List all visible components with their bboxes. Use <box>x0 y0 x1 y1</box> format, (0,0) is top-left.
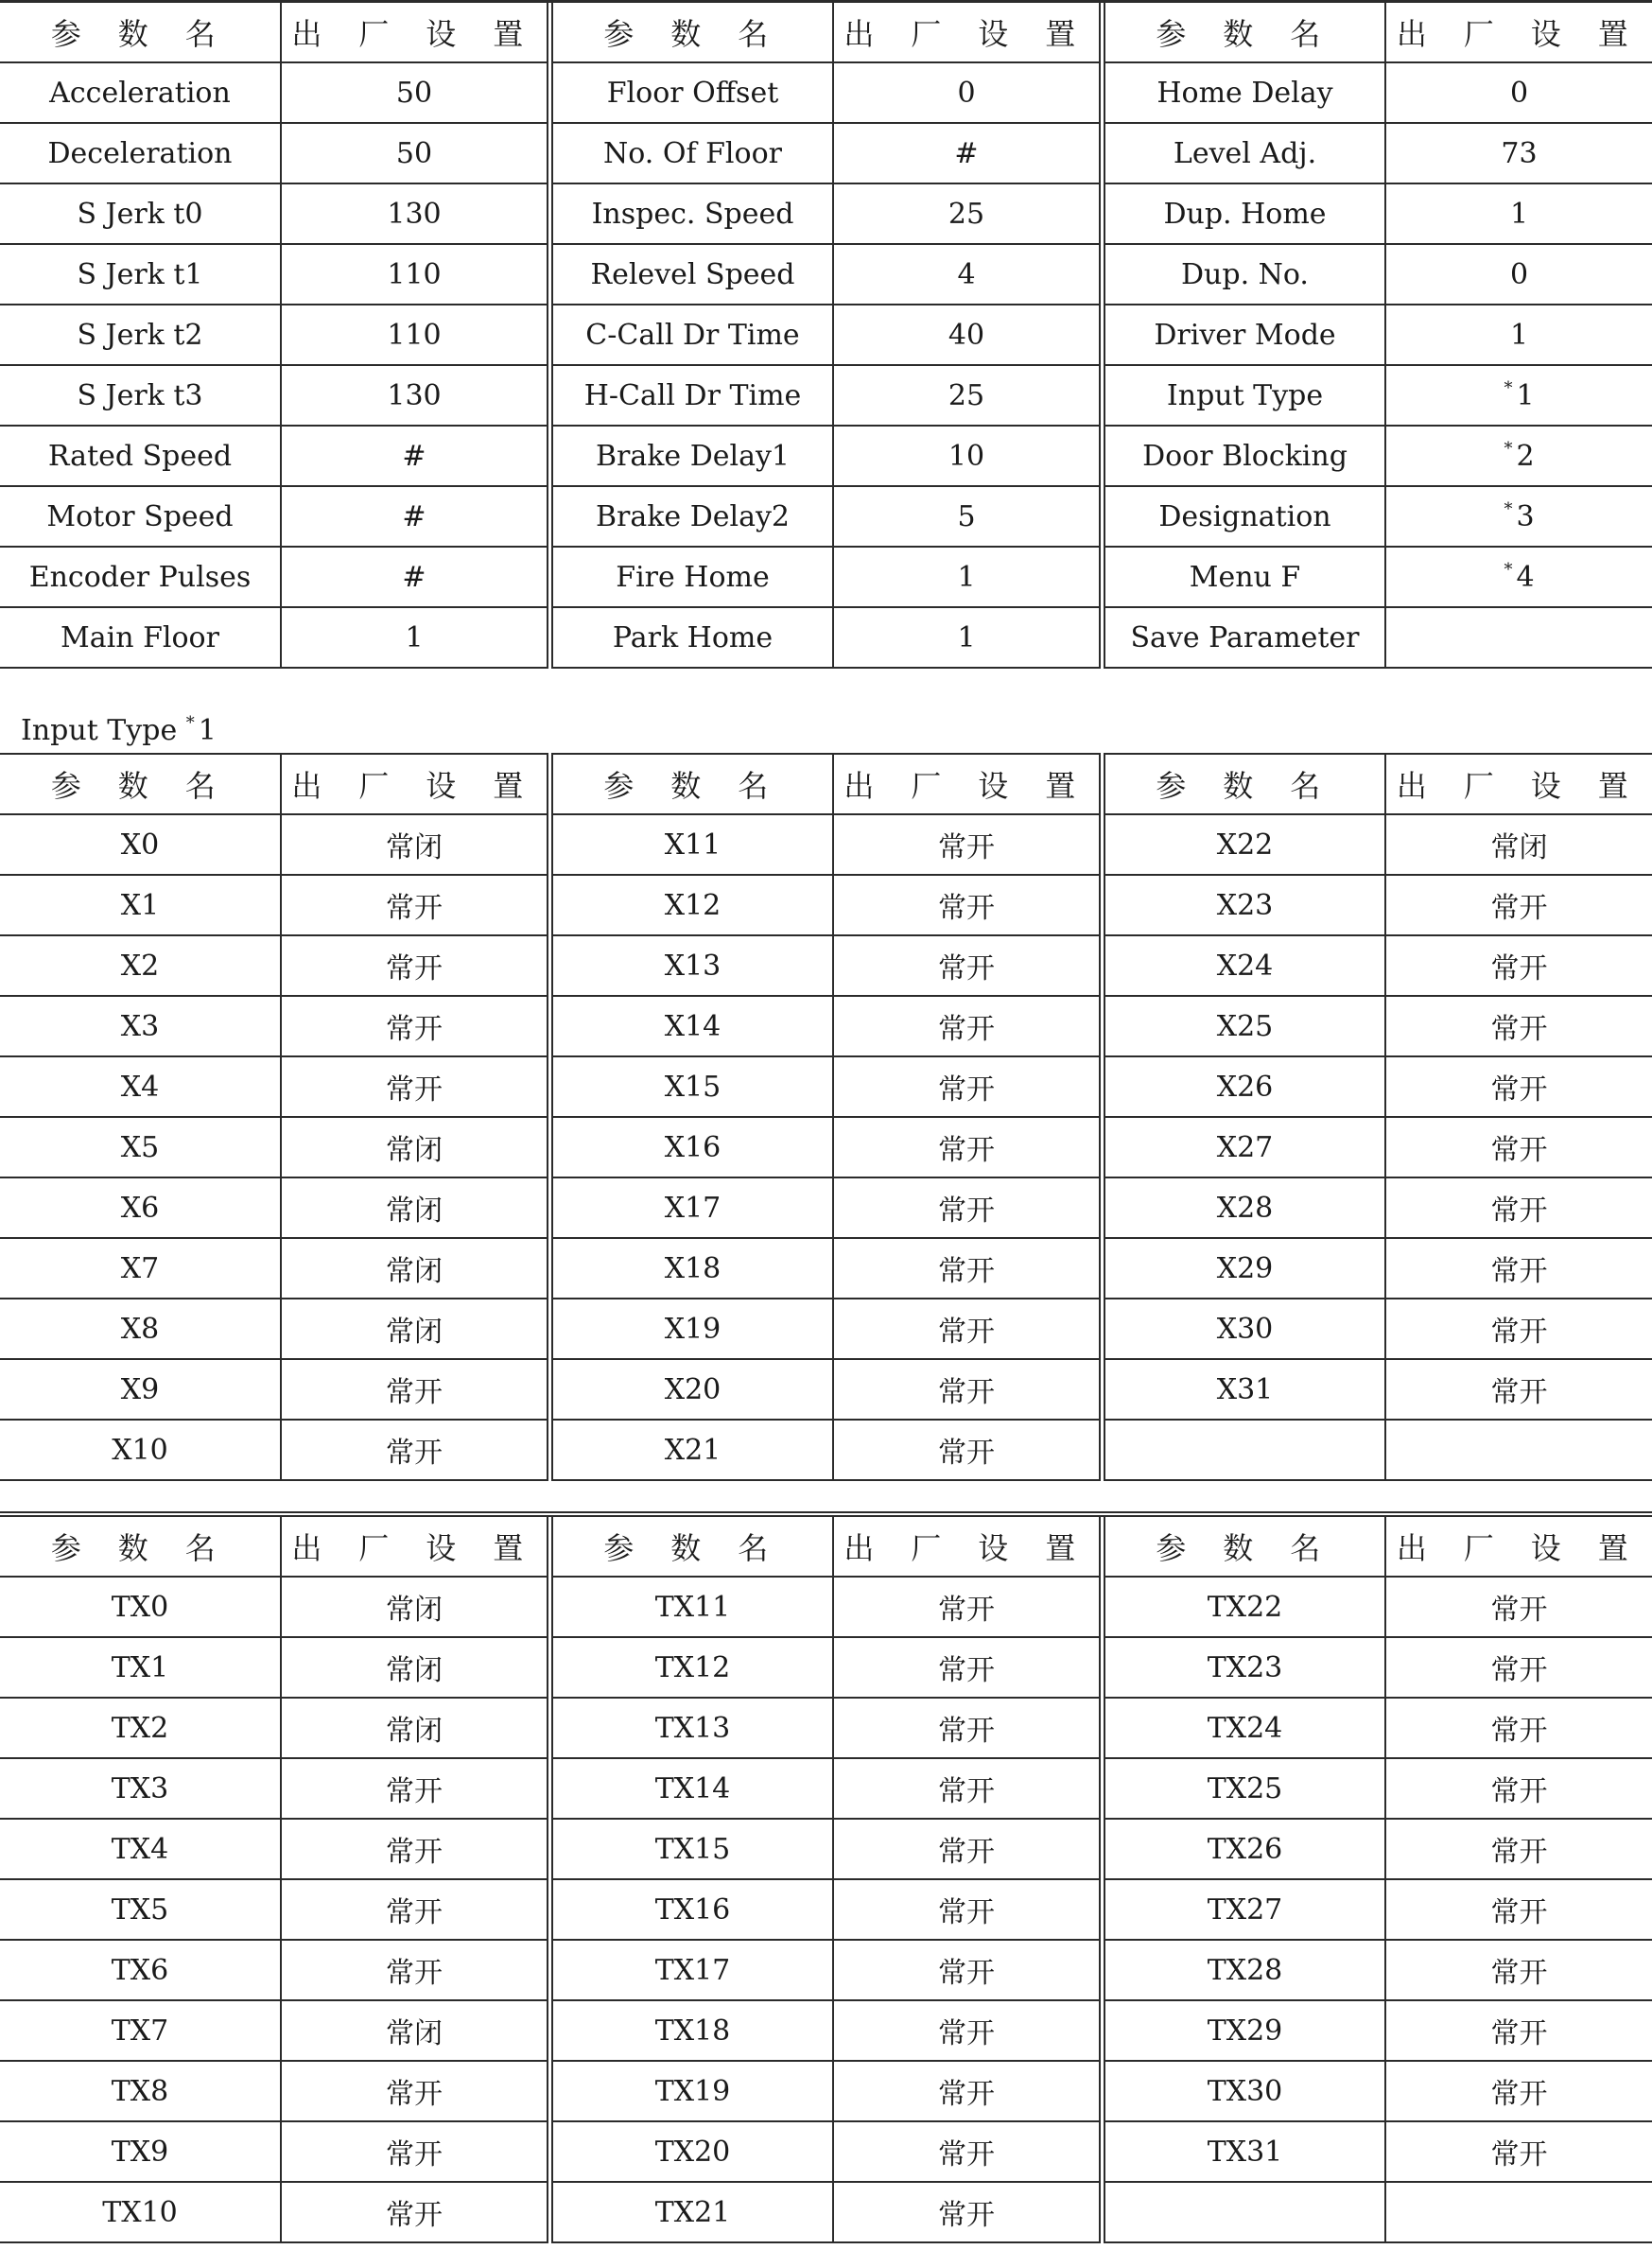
param-name: X18 <box>552 1238 833 1299</box>
param-name: Main Floor <box>0 607 281 668</box>
param-value: 常开 <box>281 2182 548 2242</box>
table-row <box>0 1177 1652 1238</box>
footnote-asterisk: * <box>1504 560 1513 580</box>
param-value: 25 <box>833 183 1100 244</box>
param-value: 常开 <box>1385 1758 1652 1819</box>
param-name: X6 <box>0 1177 281 1238</box>
param-value: 常开 <box>1385 1299 1652 1359</box>
param-value: 常闭 <box>281 1299 548 1359</box>
param-value: 常闭 <box>281 1117 548 1177</box>
param-value: 130 <box>281 183 548 244</box>
param-name: TX2 <box>0 1698 281 1758</box>
header-param-name: 参 数 名 <box>1104 1514 1385 1577</box>
param-name: Brake Delay2 <box>552 486 833 547</box>
param-name <box>1104 2182 1385 2242</box>
footnote-asterisk: * <box>1504 499 1513 519</box>
param-value: 常开 <box>833 2121 1100 2182</box>
param-value: 常开 <box>833 1238 1100 1299</box>
param-value: 1 <box>1385 183 1652 244</box>
footnote-asterisk: * <box>1504 378 1513 398</box>
table-row <box>0 2182 1652 2242</box>
param-value: 常开 <box>833 1577 1100 1637</box>
param-name: X10 <box>0 1420 281 1480</box>
param-name: TX10 <box>0 2182 281 2242</box>
param-name: X20 <box>552 1359 833 1420</box>
param-value: 常开 <box>833 1758 1100 1819</box>
param-name: TX6 <box>0 1940 281 2000</box>
footnote-number: 1 <box>1516 379 1535 412</box>
param-value: 常开 <box>1385 2121 1652 2182</box>
param-value: 常开 <box>833 2000 1100 2061</box>
param-name: TX24 <box>1104 1698 1385 1758</box>
header-factory-setting: 出 厂 设 置 <box>833 754 1100 814</box>
caption-label: Input Type <box>21 714 178 747</box>
param-name: TX22 <box>1104 1577 1385 1637</box>
param-name: X3 <box>0 996 281 1056</box>
table-row <box>0 486 1652 547</box>
param-value: 5 <box>833 486 1100 547</box>
param-name: Home Delay <box>1104 62 1385 123</box>
input-tx-table <box>0 1511 1652 2243</box>
param-name: X24 <box>1104 935 1385 996</box>
table-row <box>0 814 1652 875</box>
param-name: Dup. Home <box>1104 183 1385 244</box>
param-name: X23 <box>1104 875 1385 935</box>
header-row <box>0 754 1652 814</box>
header-factory-setting: 出 厂 设 置 <box>281 754 548 814</box>
table-row <box>0 62 1652 123</box>
table-row <box>0 1637 1652 1698</box>
param-value: 常开 <box>281 935 548 996</box>
param-name: X12 <box>552 875 833 935</box>
param-name: X25 <box>1104 996 1385 1056</box>
param-value: 常开 <box>1385 1056 1652 1117</box>
param-name: Fire Home <box>552 547 833 607</box>
input-x-table <box>0 753 1652 1481</box>
param-value: 0 <box>833 62 1100 123</box>
param-name: S Jerk t0 <box>0 183 281 244</box>
param-name: C-Call Dr Time <box>552 305 833 365</box>
param-value: 110 <box>281 244 548 305</box>
param-value: 常开 <box>281 1420 548 1480</box>
param-name: X2 <box>0 935 281 996</box>
footnote-number: 4 <box>1516 561 1535 594</box>
param-value <box>1385 2182 1652 2242</box>
table-row <box>0 1299 1652 1359</box>
param-name: TX31 <box>1104 2121 1385 2182</box>
param-value: 常开 <box>833 935 1100 996</box>
param-name: X19 <box>552 1299 833 1359</box>
param-value: 常开 <box>1385 1698 1652 1758</box>
param-name: X4 <box>0 1056 281 1117</box>
param-name: Relevel Speed <box>552 244 833 305</box>
table-row <box>0 1819 1652 1879</box>
param-name: TX26 <box>1104 1819 1385 1879</box>
param-name: TX4 <box>0 1819 281 1879</box>
input-type-caption <box>21 700 217 747</box>
param-value: 常开 <box>833 1359 1100 1420</box>
param-name: X16 <box>552 1117 833 1177</box>
param-value <box>1385 547 1652 607</box>
param-value: 常闭 <box>281 1698 548 1758</box>
param-name: X8 <box>0 1299 281 1359</box>
param-value: 常开 <box>281 1940 548 2000</box>
table-row <box>0 1420 1652 1480</box>
footnote-number: 3 <box>1516 500 1535 533</box>
param-value: 常开 <box>281 996 548 1056</box>
param-name: TX23 <box>1104 1637 1385 1698</box>
param-value: 常闭 <box>281 1637 548 1698</box>
header-param-name: 参 数 名 <box>1104 754 1385 814</box>
param-name: X15 <box>552 1056 833 1117</box>
param-name: TX18 <box>552 2000 833 2061</box>
param-value <box>1385 607 1652 668</box>
param-value: 常开 <box>281 2061 548 2121</box>
table-row <box>0 1758 1652 1819</box>
table-row <box>0 183 1652 244</box>
parameter-table <box>0 0 1652 669</box>
param-value: 常开 <box>1385 2061 1652 2121</box>
param-value: 130 <box>281 365 548 426</box>
param-name: TX0 <box>0 1577 281 1637</box>
param-value: 10 <box>833 426 1100 486</box>
param-name: X17 <box>552 1177 833 1238</box>
param-value: 常开 <box>281 1056 548 1117</box>
param-name: H-Call Dr Time <box>552 365 833 426</box>
param-name: X28 <box>1104 1177 1385 1238</box>
table-row <box>0 1879 1652 1940</box>
caption-asterisk: * <box>185 713 195 733</box>
param-value <box>1385 486 1652 547</box>
param-name: TX16 <box>552 1879 833 1940</box>
param-value: 73 <box>1385 123 1652 183</box>
param-name: Floor Offset <box>552 62 833 123</box>
param-name: TX14 <box>552 1758 833 1819</box>
param-value: # <box>281 547 548 607</box>
param-value: 常开 <box>833 1819 1100 1879</box>
table-row <box>0 426 1652 486</box>
param-value: 常开 <box>1385 996 1652 1056</box>
footnote-number: 2 <box>1516 440 1535 473</box>
param-value: 常开 <box>833 1299 1100 1359</box>
header-factory-setting: 出 厂 设 置 <box>1385 2 1652 63</box>
param-name: TX30 <box>1104 2061 1385 2121</box>
param-value: 常开 <box>281 1819 548 1879</box>
table-row <box>0 996 1652 1056</box>
param-value: 1 <box>281 607 548 668</box>
param-name: S Jerk t2 <box>0 305 281 365</box>
param-value <box>1385 1420 1652 1480</box>
param-name: X30 <box>1104 1299 1385 1359</box>
header-row <box>0 2 1652 63</box>
table-row <box>0 1577 1652 1637</box>
param-value: 常闭 <box>1385 814 1652 875</box>
table-row <box>0 365 1652 426</box>
param-value: 常开 <box>833 1117 1100 1177</box>
table-row <box>0 1698 1652 1758</box>
param-name: TX15 <box>552 1819 833 1879</box>
table-row <box>0 305 1652 365</box>
param-value: 50 <box>281 123 548 183</box>
param-name: No. Of Floor <box>552 123 833 183</box>
param-name: Rated Speed <box>0 426 281 486</box>
param-value: 1 <box>833 547 1100 607</box>
param-name: X9 <box>0 1359 281 1420</box>
param-name: X22 <box>1104 814 1385 875</box>
param-value: 常开 <box>833 1940 1100 2000</box>
param-name: Park Home <box>552 607 833 668</box>
header-factory-setting: 出 厂 设 置 <box>833 2 1100 63</box>
table-row <box>0 547 1652 607</box>
header-factory-setting: 出 厂 设 置 <box>281 1514 548 1577</box>
table-row <box>0 1238 1652 1299</box>
param-name: TX25 <box>1104 1758 1385 1819</box>
param-value: 常开 <box>1385 1177 1652 1238</box>
param-value: 常闭 <box>281 1177 548 1238</box>
param-name: X14 <box>552 996 833 1056</box>
table-row <box>0 935 1652 996</box>
param-value: 常闭 <box>281 2000 548 2061</box>
param-name: X1 <box>0 875 281 935</box>
param-value: 常开 <box>1385 1879 1652 1940</box>
param-name: TX19 <box>552 2061 833 2121</box>
param-name: X26 <box>1104 1056 1385 1117</box>
param-value: 常开 <box>1385 1117 1652 1177</box>
param-name: Save Parameter <box>1104 607 1385 668</box>
header-param-name: 参 数 名 <box>0 2 281 63</box>
param-name: X13 <box>552 935 833 996</box>
param-name: Inspec. Speed <box>552 183 833 244</box>
param-name: S Jerk t3 <box>0 365 281 426</box>
param-name: X29 <box>1104 1238 1385 1299</box>
param-value: 110 <box>281 305 548 365</box>
param-name: Deceleration <box>0 123 281 183</box>
param-value: 0 <box>1385 244 1652 305</box>
header-param-name: 参 数 名 <box>1104 2 1385 63</box>
param-name: TX12 <box>552 1637 833 1698</box>
param-value: 1 <box>1385 305 1652 365</box>
param-value: 常开 <box>1385 1637 1652 1698</box>
param-value: 常开 <box>281 1879 548 1940</box>
param-value: 常开 <box>833 1177 1100 1238</box>
param-value: 50 <box>281 62 548 123</box>
table-row <box>0 2121 1652 2182</box>
param-value: 常开 <box>833 2061 1100 2121</box>
header-factory-setting: 出 厂 设 置 <box>1385 1514 1652 1577</box>
param-value <box>1385 365 1652 426</box>
table-row <box>0 1940 1652 2000</box>
param-name: TX17 <box>552 1940 833 2000</box>
table-row <box>0 2000 1652 2061</box>
param-value: 常开 <box>833 875 1100 935</box>
param-name: TX1 <box>0 1637 281 1698</box>
param-name: TX11 <box>552 1577 833 1637</box>
param-value: 常开 <box>833 996 1100 1056</box>
param-name: TX29 <box>1104 2000 1385 2061</box>
table-row <box>0 1056 1652 1117</box>
param-name: X11 <box>552 814 833 875</box>
param-name: Input Type <box>1104 365 1385 426</box>
header-factory-setting: 出 厂 设 置 <box>833 1514 1100 1577</box>
table-row <box>0 607 1652 668</box>
header-row <box>0 1514 1652 1577</box>
param-value: 常开 <box>1385 1577 1652 1637</box>
param-value: 常开 <box>1385 1819 1652 1879</box>
param-value: 常开 <box>1385 875 1652 935</box>
param-name: Brake Delay1 <box>552 426 833 486</box>
table-row <box>0 875 1652 935</box>
param-value: 0 <box>1385 62 1652 123</box>
header-param-name: 参 数 名 <box>0 754 281 814</box>
param-value: 常开 <box>833 1879 1100 1940</box>
param-value: 常开 <box>1385 1359 1652 1420</box>
param-value: # <box>281 426 548 486</box>
table-row <box>0 1117 1652 1177</box>
param-value: 常闭 <box>281 1577 548 1637</box>
param-value: 常开 <box>281 1359 548 1420</box>
param-value: 常闭 <box>281 1238 548 1299</box>
param-value <box>1385 426 1652 486</box>
param-value: 常开 <box>281 1758 548 1819</box>
param-name: Acceleration <box>0 62 281 123</box>
param-name: Door Blocking <box>1104 426 1385 486</box>
param-name: Designation <box>1104 486 1385 547</box>
header-param-name: 参 数 名 <box>552 1514 833 1577</box>
param-name: X31 <box>1104 1359 1385 1420</box>
param-name: TX21 <box>552 2182 833 2242</box>
param-value: 常开 <box>833 1637 1100 1698</box>
param-name: TX5 <box>0 1879 281 1940</box>
param-name: TX28 <box>1104 1940 1385 2000</box>
param-value: 常开 <box>1385 935 1652 996</box>
param-name <box>1104 1420 1385 1480</box>
param-name: Level Adj. <box>1104 123 1385 183</box>
param-value: 1 <box>833 607 1100 668</box>
header-factory-setting: 出 厂 设 置 <box>281 2 548 63</box>
param-name: TX7 <box>0 2000 281 2061</box>
header-param-name: 参 数 名 <box>552 754 833 814</box>
param-value: 常闭 <box>281 814 548 875</box>
param-value: 常开 <box>833 1056 1100 1117</box>
param-value: 常开 <box>833 814 1100 875</box>
table-row <box>0 244 1652 305</box>
param-value: 40 <box>833 305 1100 365</box>
param-name: TX20 <box>552 2121 833 2182</box>
header-param-name: 参 数 名 <box>0 1514 281 1577</box>
header-factory-setting: 出 厂 设 置 <box>1385 754 1652 814</box>
param-name: Driver Mode <box>1104 305 1385 365</box>
param-value: 常开 <box>1385 1940 1652 2000</box>
param-value: 常开 <box>1385 1238 1652 1299</box>
param-name: X7 <box>0 1238 281 1299</box>
param-name: TX8 <box>0 2061 281 2121</box>
param-name: X0 <box>0 814 281 875</box>
param-name: Motor Speed <box>0 486 281 547</box>
param-value: # <box>833 123 1100 183</box>
caption-number: 1 <box>198 714 217 747</box>
param-value: 常开 <box>833 2182 1100 2242</box>
param-value: 4 <box>833 244 1100 305</box>
param-value: 常开 <box>833 1420 1100 1480</box>
param-name: TX9 <box>0 2121 281 2182</box>
table-row <box>0 1359 1652 1420</box>
param-value: 常开 <box>1385 2000 1652 2061</box>
param-value: 常开 <box>833 1698 1100 1758</box>
param-name: Menu F <box>1104 547 1385 607</box>
param-name: X5 <box>0 1117 281 1177</box>
param-name: S Jerk t1 <box>0 244 281 305</box>
header-param-name: 参 数 名 <box>552 2 833 63</box>
table-row <box>0 123 1652 183</box>
param-name: TX3 <box>0 1758 281 1819</box>
param-value: # <box>281 486 548 547</box>
footnote-asterisk: * <box>1504 439 1513 459</box>
param-name: TX27 <box>1104 1879 1385 1940</box>
param-name: Dup. No. <box>1104 244 1385 305</box>
param-name: TX13 <box>552 1698 833 1758</box>
param-value: 25 <box>833 365 1100 426</box>
param-name: X27 <box>1104 1117 1385 1177</box>
param-name: X21 <box>552 1420 833 1480</box>
param-name: Encoder Pulses <box>0 547 281 607</box>
table-row <box>0 2061 1652 2121</box>
param-value: 常开 <box>281 875 548 935</box>
param-value: 常开 <box>281 2121 548 2182</box>
